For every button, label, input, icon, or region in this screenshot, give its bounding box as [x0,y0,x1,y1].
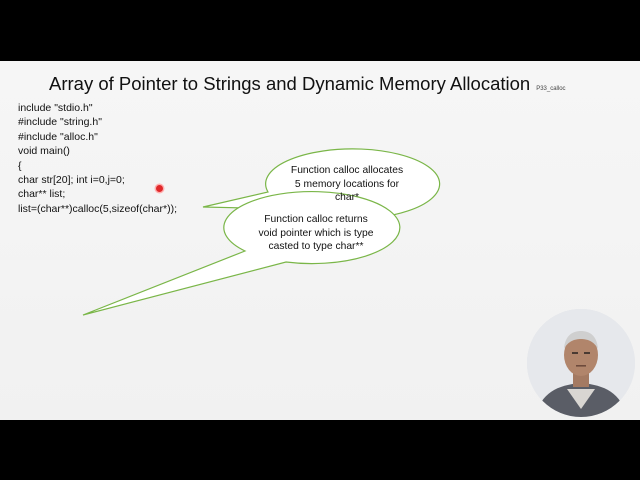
code-line: char str[20]; int i=0,j=0; [18,174,125,187]
code-line: { [18,159,22,172]
code-line: char** list; [18,188,66,201]
code-line: include "stdio.h" [18,102,93,114]
callout-2-line: void pointer which is type [258,227,374,239]
slide-title-text: Array of Pointer to Strings and Dynamic Memory Allocation [49,73,531,94]
letterbox-bottom [0,420,640,480]
callout-2-line: Function calloc returns [264,214,368,225]
code-line: list=(char**)calloc(5,sizeof(char*)); [18,202,178,215]
callout-1-text [272,164,422,205]
callout-2-line: casted to type char** [268,241,364,252]
code-line: void main() [18,145,70,158]
presenter-webcam-icon [527,309,635,417]
letterbox-top [0,0,640,61]
code-line: #include "alloc.h" [18,130,98,143]
code-line: #include "string.h" [18,116,102,129]
slide-tag: P33_calloc [536,86,566,92]
callout-1-line: 5 memory locations for [294,178,400,190]
callout-1-line: char* [334,192,360,203]
callout-1-line: Function calloc allocates [290,165,404,176]
callout-2-text [236,213,396,254]
laser-pointer-icon [156,185,163,192]
presenter-figure [527,309,635,417]
